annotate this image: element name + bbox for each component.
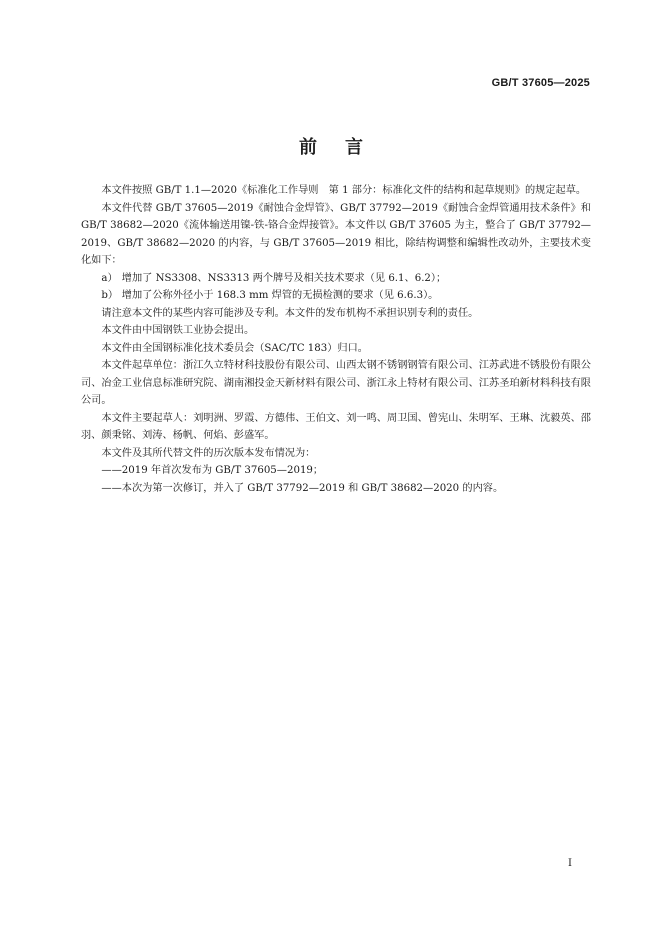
paragraph-drafters: 本文件主要起草人：刘明洲、罗霞、方德伟、王伯文、刘一鸣、周卫国、曾宪山、朱明军、王琳、沈毅英、邵羽、颜秉铭、刘涛、杨帆、何焰、彭盛军。 xyxy=(81,412,591,441)
page-number: I xyxy=(568,858,572,869)
paragraph-history-intro: 本文件及其所代替文件的历次版本发布情况为： xyxy=(101,447,316,459)
list-text-b: 增加了公称外径小于 168.3 mm 焊管的无损检测的要求（见 6.6.3）。 xyxy=(121,290,439,301)
page-title: 前言 xyxy=(299,137,391,158)
list-text-a: 增加了 NS3308、NS3313 两个牌号及相关技术要求（见 6.1、6.2）； xyxy=(121,272,447,284)
list-marker-b: b） xyxy=(101,290,119,301)
paragraph-replacement: 本文件代替 GB/T 37605—2019《耐蚀合金焊管》、GB/T 37792—2019《耐蚀合金焊管通用技术条件》和 GB/T 38682—2020《流体输送用镍-铁-铬合金焊接管》。本文件以 GB/T 37605 为主，整合了 GB/T 37792—2019、GB/T 38682—2020 的内容，与 GB/T 37605—2019 相比，除结构调整和编辑性改动外，主要技术变化如下： xyxy=(81,202,591,266)
foreword-body xyxy=(81,182,591,497)
paragraph-drafting-units: 本文件起草单位：浙江久立特材科技股份有限公司、山西太钢不锈钢钢管有限公司、江苏武进不锈股份有限公司、冶金工业信息标准研究院、湖南湘投金天新材料有限公司、浙江永上特材有限公司、江苏圣珀新材料科技有限公司。 xyxy=(81,360,591,406)
history-item-revision: ——本次为第一次修订，并入了 GB/T 37792—2019 和 GB/T 38682—2020 的内容。 xyxy=(101,482,504,494)
paragraph-patent-notice: 请注意本文件的某些内容可能涉及专利。本文件的发布机构不承担识别专利的责任。 xyxy=(101,307,479,319)
paragraph-proposer: 本文件由中国钢铁工业协会提出。 xyxy=(101,325,255,336)
list-item-b xyxy=(81,287,591,305)
history-item-first: ——2019 年首次发布为 GB/T 37605—2019； xyxy=(101,465,324,476)
list-item-a xyxy=(81,270,591,288)
standard-code: GB/T 37605—2025 xyxy=(491,77,590,89)
paragraph-committee: 本文件由全国钢标准化技术委员会（SAC/TC 183）归口。 xyxy=(101,342,368,354)
paragraph-drafting-rules: 本文件按照 GB/T 1.1—2020《标准化工作导则 第 1 部分：标准化文件的结构和起草规则》的规定起草。 xyxy=(101,185,587,196)
list-marker-a: a） xyxy=(101,272,118,284)
